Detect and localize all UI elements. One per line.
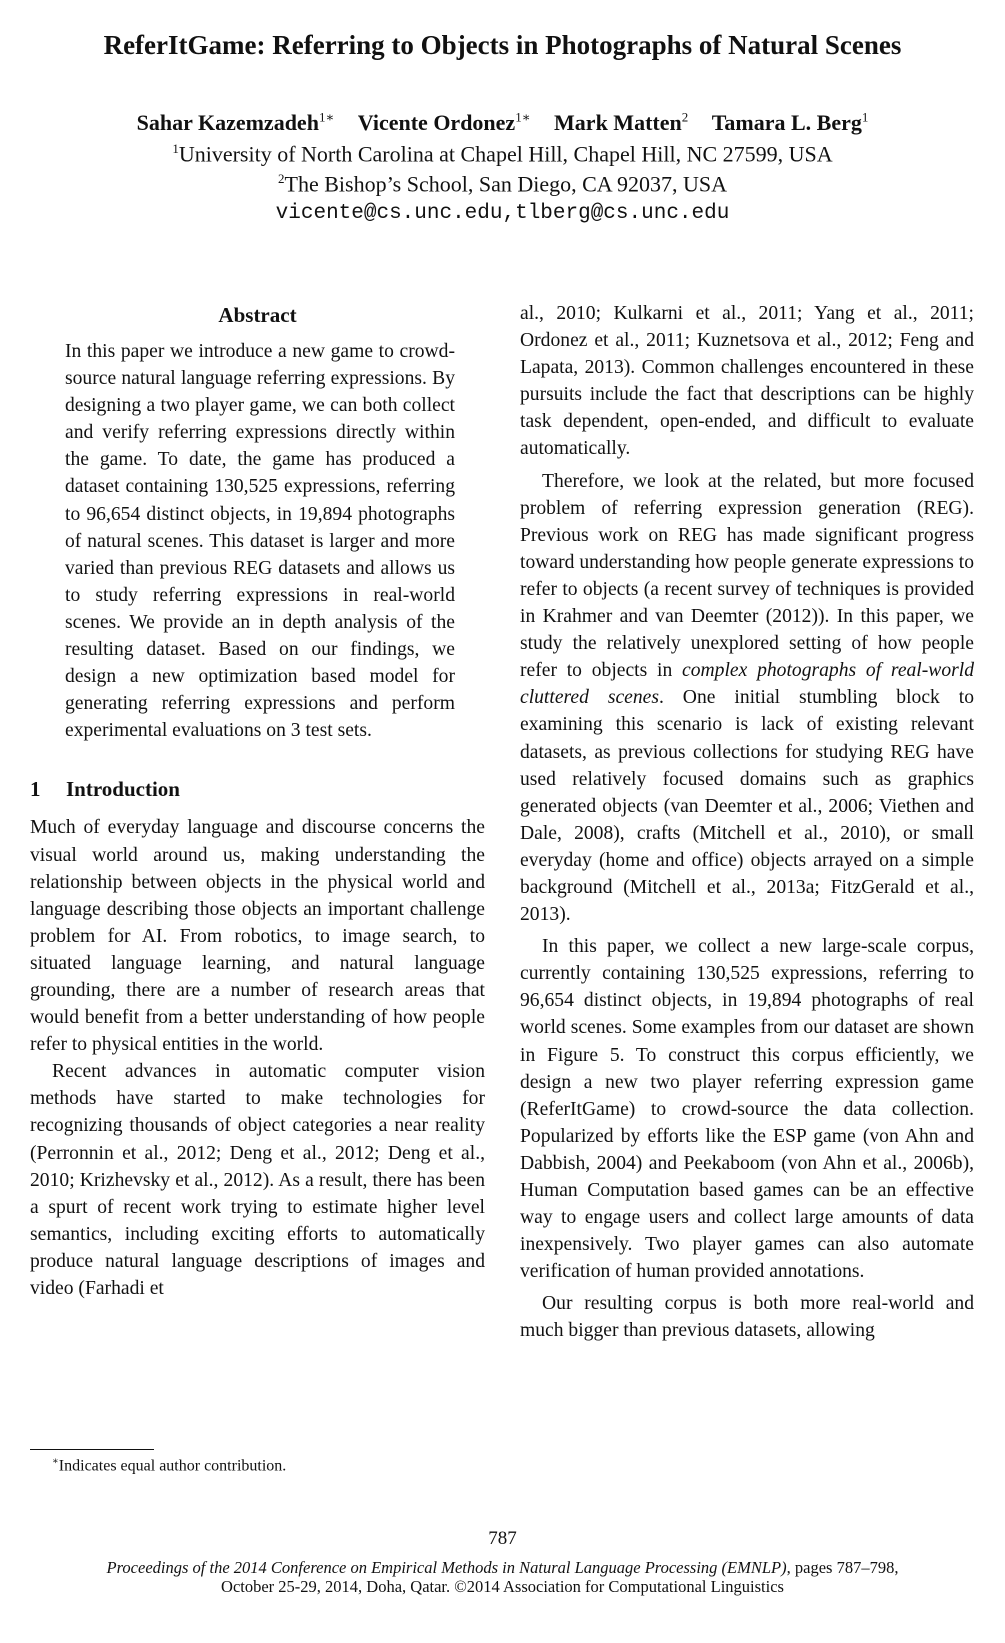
emphasis: complex photographs of real-world cluttered scenes	[520, 660, 975, 709]
proceedings-line: Proceedings of the 2014 Conference on Empirical Methods in Natural Language Processing (EMNLP), pages 787–798,	[106, 1558, 899, 1577]
left-column	[30, 300, 485, 1302]
section-heading: 1 Introduction	[30, 777, 180, 802]
author: Sahar Kazemzadeh$^{1∗}$	[136, 110, 335, 136]
paper-title: ReferItGame: Referring to Objects in Photographs of Natural Scenes	[103, 30, 902, 60]
abstract-text: In this paper we introduce a new game to crowd-source natural language referring expressions. By designing a two player game, we can both collect and verify referring expressions directly within the game. To date, the game has produced a dataset containing 130,525 expressions, referring to 96,654 distinct objects, in 19,894 photographs of natural scenes. This dataset is larger and more varied than previous REG datasets and allows us to study referring expressions in real-world scenes. We provide an in depth analysis of the resulting dataset. Based on our findings, we design a new optimization based model for generating referring expressions and perform experimental evaluations on 3 test sets.	[65, 341, 455, 742]
footnote-rule	[30, 1449, 154, 1450]
page-number: 787	[488, 1528, 517, 1549]
paragraph: Much of everyday language and discourse concerns the visual world around us, making understanding the relationship between objects in the physical world and language describing those objects an important challenge problem for AI. From robotics, to image search, to situated language learning, and natural language grounding, there are a number of research areas that would benefit from a better understanding of how people refer to physical entities in the world.	[30, 817, 485, 1056]
right-column	[520, 300, 974, 1345]
affiliation: $^2$The Bishop’s School, San Diego, CA 92037, USA	[278, 171, 727, 197]
footnote: ∗Indicates equal author contribution.	[52, 1456, 287, 1475]
paragraph: Our resulting corpus is both more real-world and much bigger than previous datasets, allowing	[520, 1293, 974, 1342]
paragraph: Recent advances in automatic computer vision methods have started to make technologies for recognizing thousands of object categories a near reality (Perronnin et al., 2012; Deng et al., 2012; Deng et al., 2010; Krizhevsky et al., 2012). As a result, there has been a spurt of recent work trying to estimate higher level semantics, including exciting efforts to automatically produce natural language descriptions of images and video (Farhadi et	[30, 1061, 485, 1299]
author: Tamara L. Berg$^1$	[711, 110, 869, 136]
author: Mark Matten$^2$	[554, 110, 689, 136]
author-emails[interactable]: vicente@cs.unc.edu,tlberg@cs.unc.edu	[275, 202, 730, 225]
author-list	[0, 110, 1005, 136]
paragraph: Therefore, we look at the related, but more focused problem of referring expression generation (REG). Previous work on REG has made significant progress toward understanding how people generate expressions to refer to objects (a recent survey of techniques is provided in Krahmer and van Deemter (2012)). In this paper, we study the relatively unexplored setting of how people refer to objects in complex photographs of real-world cluttered scenes. One initial stumbling block to examining this scenario is lack of existing relevant datasets, as previous collections for studying REG have used relatively focused domains such as graphics generated objects (van Deemter et al., 2006; Viethen and Dale, 2008), crafts (Mitchell et al., 2010), or small everyday (home and office) objects arrayed on a simple background (Mitchell et al., 2013a; FitzGerald et al., 2013).	[520, 470, 975, 926]
affiliation: $^1$University of North Carolina at Chapel Hill, Chapel Hill, NC 27599, USA	[172, 141, 833, 167]
paragraph: In this paper, we collect a new large-scale corpus, currently containing 130,525 expressions, referring to 96,654 distinct objects, in 19,894 photographs of real world scenes. Some examples from our dataset are shown in Figure 5. To construct this corpus efficiently, we design a new two player referring expression game (ReferItGame) to crowd-source the data collection. Popularized by efforts like the ESP game (von Ahn and Dabbish, 2004) and Peekaboom (von Ahn et al., 2006b), Human Computation based games can be an effective way to engage users and collect large amounts of data inexpensively. Two player games can also automate verification of human provided annotations.	[520, 936, 974, 1283]
author: Vicente Ordonez$^{1∗}$	[357, 110, 531, 136]
abstract-heading: Abstract	[218, 303, 297, 327]
paragraph: al., 2010; Kulkarni et al., 2011; Yang et al., 2011; Ordonez et al., 2011; Kuznetsova et al., 2012; Feng and Lapata, 2013). Common challenges encountered in these pursuits include the fact that descriptions can be highly task dependent, open-ended, and difficult to evaluate automatically.	[520, 303, 974, 460]
proceedings-date-line: October 25-29, 2014, Doha, Qatar. ©2014 Association for Computational Linguistics	[221, 1577, 784, 1596]
